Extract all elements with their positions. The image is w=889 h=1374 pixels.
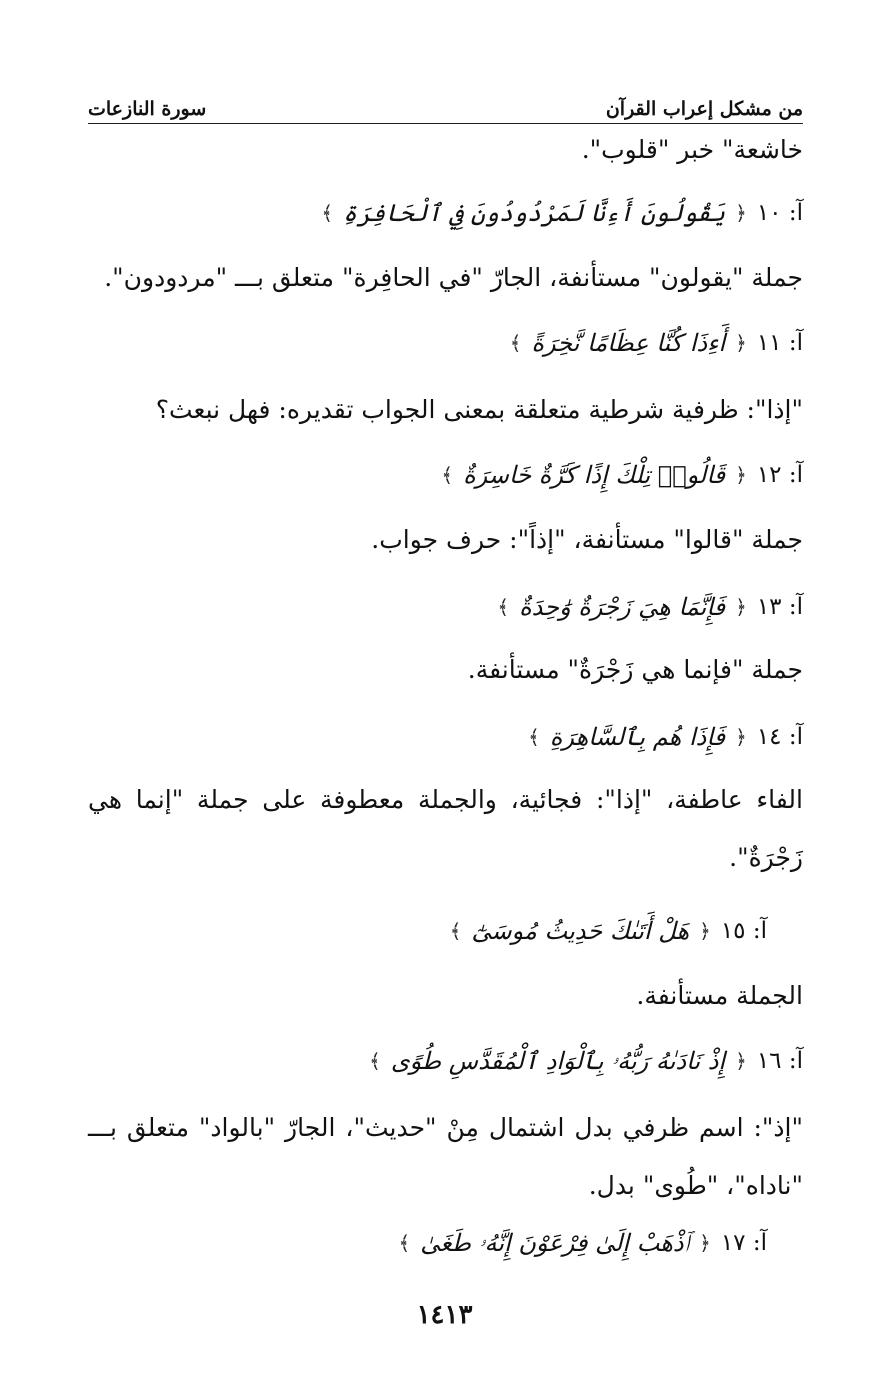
verse-number: آ: ١٦ <box>756 1047 803 1074</box>
verse-number: آ: ١١ <box>756 329 803 356</box>
verse-close-bracket-icon: ﴾ <box>497 595 510 620</box>
verse-open-bracket-icon: ﴿ <box>699 1231 711 1256</box>
verse-line <box>528 724 803 750</box>
text-line: جملة "يقولون" مستأنفة، الجارّ "في الحافِرة" متعلق بـــ "مردودون". <box>104 263 803 292</box>
verse-number: آ: ١٠ <box>756 199 803 226</box>
text-line: جملة "فإنما هي زَجْرَةٌ" مستأنفة. <box>467 655 803 684</box>
verse-open-bracket-icon: ﴿ <box>735 725 747 750</box>
verse-open-bracket-icon: ﴿ <box>735 201 747 226</box>
verse-number: آ: ١٧ <box>720 1229 767 1256</box>
verse-line <box>497 594 803 620</box>
verse-text: هَلْ أَتَىٰكَ حَدِيثُ مُوسَىٰٓ <box>471 917 690 945</box>
verse-text: إِذْ نَادَىٰهُ رَبُّهُۥ بِٱلْوَادِ ٱلْمُقَدَّسِ طُوًى <box>390 1047 726 1075</box>
verse-text: فَإِنَّمَا هِيَ زَجْرَةٌ وَٰحِدَةٌ <box>519 593 726 621</box>
text-line: جملة "قالوا" مستأنفة، "إذاً": حرف جواب. <box>371 525 803 554</box>
verse-close-bracket-icon: ﴾ <box>528 725 540 750</box>
verse-text: يَقُولُونَ أَءِنَّا لَمَرْدُودُونَ فِي ٱلْحَافِرَةِ <box>343 199 726 227</box>
verse-line <box>399 1230 767 1256</box>
verse-line <box>321 200 803 226</box>
verse-number: آ: ١٥ <box>720 917 767 944</box>
verse-line <box>369 1048 803 1074</box>
text-line: "إذا": ظرفية شرطية متعلقة بمعنى الجواب تقديره: فهل نبعث؟ <box>155 395 803 424</box>
verse-open-bracket-icon: ﴿ <box>699 919 711 944</box>
verse-open-bracket-icon: ﴿ <box>735 1049 747 1074</box>
verse-text: أَءِذَا كُنَّا عِظَامًا نَّخِرَةً <box>531 329 726 357</box>
text-line: زَجْرَةٌ". <box>729 843 803 872</box>
verse-number: آ: ١٣ <box>756 593 803 620</box>
verse-close-bracket-icon: ﴾ <box>369 1049 381 1074</box>
verse-line <box>441 462 803 488</box>
verse-close-bracket-icon: ﴾ <box>441 463 454 488</box>
verse-number: آ: ١٤ <box>756 723 803 750</box>
text-line: الفاء عاطفة، "إذا": فجائية، والجملة معطوفة على جملة "إنما هي <box>88 785 803 814</box>
header-surah-title: سورة النازعات <box>88 98 207 120</box>
verse-close-bracket-icon: ﴾ <box>509 331 522 356</box>
text-line: "ناداه"، "طُوى" بدل. <box>588 1171 803 1200</box>
verse-close-bracket-icon: ﴾ <box>398 1231 411 1256</box>
verse-close-bracket-icon: ﴾ <box>449 919 462 944</box>
verse-line <box>450 918 767 944</box>
verse-text: قَالُوا۟ تِلْكَ إِذًا كَرَّةٌ خَاسِرَةٌ <box>463 461 726 489</box>
header-book-title: من مشكل إعراب القرآن <box>605 98 803 120</box>
verse-line <box>510 330 803 356</box>
text-line: "إذ": اسم ظرفي بدل اشتمال مِنْ "حديث"، الجارّ "بالواد" متعلق بـــ <box>88 1113 803 1142</box>
verse-open-bracket-icon: ﴿ <box>735 463 747 488</box>
verse-text: ٱذْهَبْ إِلَىٰ فِرْعَوْنَ إِنَّهُۥ طَغَىٰ <box>420 1229 690 1257</box>
verse-number: آ: ١٢ <box>756 461 803 488</box>
text-line: الجملة مستأنفة. <box>636 981 803 1010</box>
verse-open-bracket-icon: ﴿ <box>735 331 747 356</box>
text-line: خاشعة" خبر "قلوب". <box>581 135 803 164</box>
page-number: ١٤١٣ <box>416 1300 473 1330</box>
verse-open-bracket-icon: ﴿ <box>735 595 747 620</box>
running-header <box>88 88 803 124</box>
verse-text: فَإِذَا هُم بِٱلسَّاهِرَةِ <box>549 723 726 751</box>
verse-close-bracket-icon: ﴾ <box>321 201 334 226</box>
